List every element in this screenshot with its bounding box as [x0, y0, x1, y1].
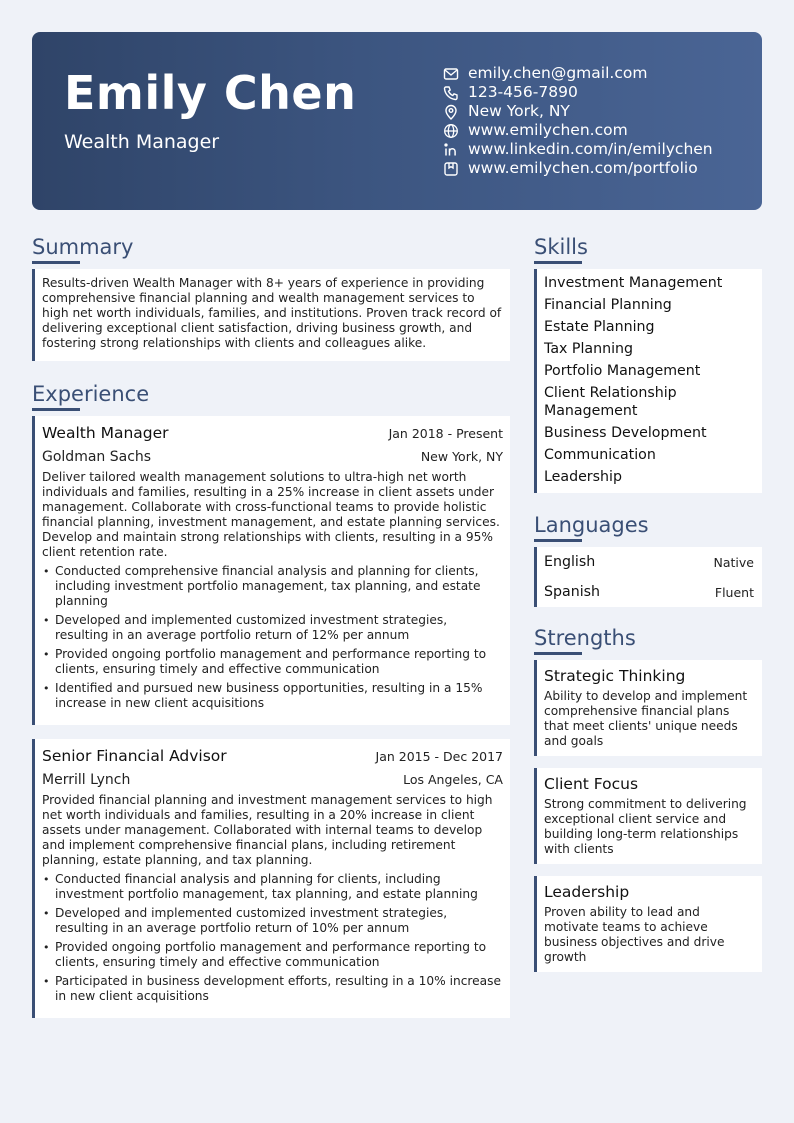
language-name: Spanish [544, 584, 601, 600]
skill-item: Business Development [544, 425, 707, 441]
job-description: Deliver tailored wealth management solutions to ultra-high net worth individuals and families, resulting in a 25% increase in client assets under management. Collaborate with cross-functional teams to provide holistic financial planning, investment management, and estate planning services. Develop and maintain strong relationships with clients, resulting in a 95% client retention rate. [42, 470, 500, 559]
job-company: Merrill Lynch [42, 772, 131, 788]
language-level: Fluent [714, 584, 754, 600]
contact-location-text: New York, NY [468, 102, 570, 120]
contact-email[interactable] [443, 64, 713, 83]
contact-phone-text: 123-456-7890 [468, 83, 578, 101]
summary-heading-underline [32, 261, 80, 264]
strength-item [534, 876, 762, 972]
job-bullet: • Conducted financial analysis and planning for clients, including investment portfolio management, tax planning, and estate planning [42, 872, 503, 902]
main-column [32, 234, 510, 1018]
contact-website-text: www.emilychen.com [468, 121, 628, 139]
experience-heading-underline [32, 408, 80, 411]
job-bullet: • Identified and pursued new business opportunities, resulting in a 15% increase in new client acquisitions [42, 681, 503, 711]
job-description: Provided financial planning and investment management services to high net worth individuals and families, resulting in a 20% increase in client assets under management. Collaborated with internal teams to develop and implement comprehensive financial plans, including retirement planning, estate planning, and tax planning. [42, 793, 493, 867]
contact-website[interactable] [443, 121, 713, 140]
strengths-heading-underline [534, 652, 582, 655]
skill-item: Financial Planning [544, 297, 672, 313]
contact-list [443, 64, 713, 178]
strength-title: Strategic Thinking [544, 667, 686, 685]
experience-entry [32, 416, 510, 725]
job-bullet: • Developed and implemented customized investment strategies, resulting in an average portfolio return of 12% per annum [42, 613, 503, 643]
job-bullet: • Provided ongoing portfolio management and performance reporting to clients, ensuring timely and effective communication [42, 940, 503, 970]
job-bullet: • Provided ongoing portfolio management and performance reporting to clients, ensuring timely and effective communication [42, 647, 503, 677]
summary-text: Results-driven Wealth Manager with 8+ years of experience in providing comprehensive financial planning and wealth management services to high net worth individuals, families, and institutions. Proven track record of delivering exceptional client satisfaction, driving business growth, and fostering strong relationships with clients and colleagues alike. [32, 269, 510, 361]
skills-heading: Skills [534, 235, 588, 259]
globe-icon [443, 123, 459, 139]
strength-description: Proven ability to lead and motivate teams to achieve business objectives and drive growth [544, 905, 725, 964]
job-bullet: • Conducted comprehensive financial analysis and planning for clients, including investment portfolio management, tax planning, and estate planning [42, 564, 503, 609]
strength-title: Client Focus [544, 775, 639, 793]
strength-item [534, 660, 762, 756]
job-title: Senior Financial Advisor [42, 747, 227, 765]
language-level: Native [713, 554, 754, 570]
language-item [534, 577, 762, 607]
experience-heading: Experience [32, 382, 150, 406]
skill-item: Communication [544, 447, 656, 463]
job-dates: Jan 2018 - Present [388, 426, 503, 441]
skills-list [534, 269, 762, 493]
job-bullets [42, 872, 503, 1004]
experience-entry [32, 739, 510, 1018]
resume-header [32, 32, 762, 210]
side-column [534, 234, 762, 972]
phone-icon [443, 85, 459, 101]
summary-heading: Summary [32, 235, 134, 259]
languages-heading: Languages [534, 513, 649, 537]
contact-phone[interactable] [443, 83, 713, 102]
job-location: Los Angeles, CA [403, 772, 503, 787]
job-bullets [42, 564, 503, 711]
language-item [534, 547, 762, 577]
skill-item: Investment Management [544, 275, 723, 291]
location-icon [443, 104, 459, 120]
skill-item: Portfolio Management [544, 363, 701, 379]
contact-location [443, 102, 713, 121]
language-name: English [544, 554, 596, 570]
linkedin-icon [443, 142, 459, 158]
contact-linkedin-text: www.linkedin.com/in/emilychen [468, 140, 713, 158]
job-location: New York, NY [420, 449, 503, 464]
strengths-heading: Strengths [534, 626, 636, 650]
languages-heading-underline [534, 539, 582, 542]
skill-item: Client Relationship Management [544, 385, 677, 419]
job-bullet: • Developed and implemented customized investment strategies, resulting in an average portfolio return of 10% per annum [42, 906, 503, 936]
candidate-title: Wealth Manager [64, 131, 220, 153]
strength-title: Leadership [544, 883, 630, 901]
skills-heading-underline [534, 261, 582, 264]
strength-item [534, 768, 762, 864]
skill-item: Leadership [544, 469, 622, 485]
contact-portfolio[interactable] [443, 159, 713, 178]
skill-item: Tax Planning [544, 341, 634, 357]
job-title: Wealth Manager [42, 424, 169, 442]
email-icon [443, 66, 459, 82]
contact-portfolio-text: www.emilychen.com/portfolio [468, 159, 698, 177]
skill-item: Estate Planning [544, 319, 655, 335]
job-bullet: • Participated in business development efforts, resulting in a 10% increase in new client acquisitions [42, 974, 503, 1004]
strength-description: Ability to develop and implement comprehensive financial plans that meet clients' unique needs and goals [544, 689, 748, 748]
strength-description: Strong commitment to delivering exceptional client service and building long-term relationships with clients [544, 797, 747, 856]
contact-linkedin[interactable] [443, 140, 713, 159]
portfolio-icon [443, 161, 459, 177]
contact-email-text: emily.chen@gmail.com [468, 64, 648, 82]
candidate-name: Emily Chen [64, 66, 357, 120]
job-company: Goldman Sachs [42, 449, 152, 465]
job-dates: Jan 2015 - Dec 2017 [375, 749, 503, 764]
